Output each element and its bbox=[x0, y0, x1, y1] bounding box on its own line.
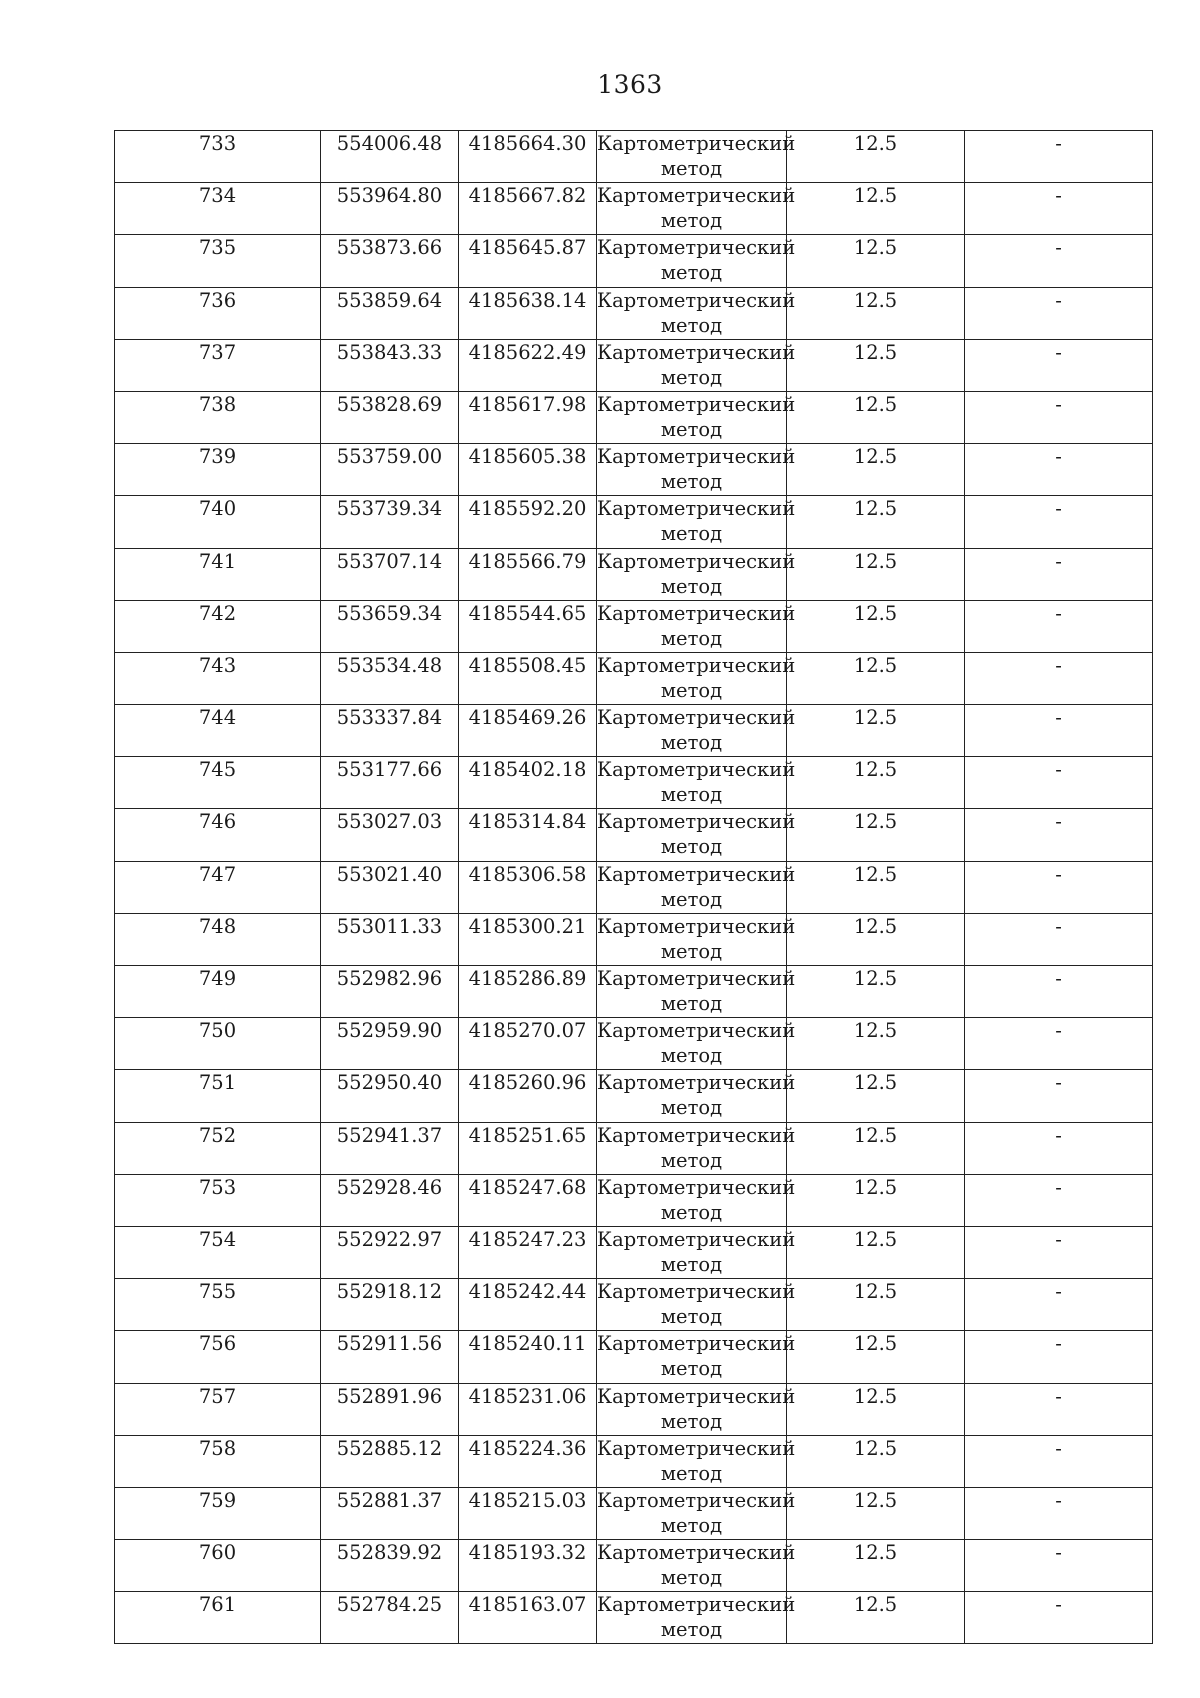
method-cell: Картометрический метод bbox=[597, 1487, 787, 1539]
method-cell: Картометрический метод bbox=[597, 1070, 787, 1122]
y-coordinate-cell: 4185300.21 bbox=[459, 913, 597, 965]
x-coordinate-cell: 552881.37 bbox=[321, 1487, 459, 1539]
description-cell: - bbox=[965, 652, 1153, 704]
table-row bbox=[115, 1592, 1153, 1644]
x-coordinate-cell: 552959.90 bbox=[321, 1018, 459, 1070]
point-number-cell: 741 bbox=[115, 548, 321, 600]
y-coordinate-cell: 4185314.84 bbox=[459, 809, 597, 861]
x-coordinate-cell: 552911.56 bbox=[321, 1331, 459, 1383]
accuracy-cell: 12.5 bbox=[787, 861, 965, 913]
method-cell: Картометрический метод bbox=[597, 1226, 787, 1278]
method-cell: Картометрический метод bbox=[597, 1540, 787, 1592]
description-cell: - bbox=[965, 1070, 1153, 1122]
x-coordinate-cell: 552950.40 bbox=[321, 1070, 459, 1122]
method-cell: Картометрический метод bbox=[597, 600, 787, 652]
y-coordinate-cell: 4185508.45 bbox=[459, 652, 597, 704]
table-row bbox=[115, 1279, 1153, 1331]
x-coordinate-cell: 554006.48 bbox=[321, 131, 459, 183]
y-coordinate-cell: 4185664.30 bbox=[459, 131, 597, 183]
accuracy-cell: 12.5 bbox=[787, 809, 965, 861]
point-number-cell: 754 bbox=[115, 1226, 321, 1278]
description-cell: - bbox=[965, 913, 1153, 965]
method-cell: Картометрический метод bbox=[597, 652, 787, 704]
table-row bbox=[115, 600, 1153, 652]
coordinates-table bbox=[114, 130, 1153, 1644]
y-coordinate-cell: 4185260.96 bbox=[459, 1070, 597, 1122]
accuracy-cell: 12.5 bbox=[787, 1540, 965, 1592]
table-row bbox=[115, 1070, 1153, 1122]
point-number-cell: 753 bbox=[115, 1174, 321, 1226]
x-coordinate-cell: 553707.14 bbox=[321, 548, 459, 600]
accuracy-cell: 12.5 bbox=[787, 1487, 965, 1539]
page-number: 1363 bbox=[597, 70, 663, 99]
x-coordinate-cell: 552784.25 bbox=[321, 1592, 459, 1644]
description-cell: - bbox=[965, 444, 1153, 496]
method-cell: Картометрический метод bbox=[597, 966, 787, 1018]
accuracy-cell: 12.5 bbox=[787, 1122, 965, 1174]
y-coordinate-cell: 4185270.07 bbox=[459, 1018, 597, 1070]
x-coordinate-cell: 552982.96 bbox=[321, 966, 459, 1018]
accuracy-cell: 12.5 bbox=[787, 235, 965, 287]
y-coordinate-cell: 4185215.03 bbox=[459, 1487, 597, 1539]
description-cell: - bbox=[965, 1122, 1153, 1174]
x-coordinate-cell: 552928.46 bbox=[321, 1174, 459, 1226]
y-coordinate-cell: 4185240.11 bbox=[459, 1331, 597, 1383]
method-cell: Картометрический метод bbox=[597, 131, 787, 183]
point-number-cell: 736 bbox=[115, 287, 321, 339]
point-number-cell: 735 bbox=[115, 235, 321, 287]
point-number-cell: 752 bbox=[115, 1122, 321, 1174]
accuracy-cell: 12.5 bbox=[787, 600, 965, 652]
point-number-cell: 748 bbox=[115, 913, 321, 965]
x-coordinate-cell: 553011.33 bbox=[321, 913, 459, 965]
accuracy-cell: 12.5 bbox=[787, 444, 965, 496]
y-coordinate-cell: 4185231.06 bbox=[459, 1383, 597, 1435]
y-coordinate-cell: 4185193.32 bbox=[459, 1540, 597, 1592]
accuracy-cell: 12.5 bbox=[787, 1174, 965, 1226]
x-coordinate-cell: 552885.12 bbox=[321, 1435, 459, 1487]
method-cell: Картометрический метод bbox=[597, 339, 787, 391]
description-cell: - bbox=[965, 1174, 1153, 1226]
point-number-cell: 747 bbox=[115, 861, 321, 913]
y-coordinate-cell: 4185247.23 bbox=[459, 1226, 597, 1278]
method-cell: Картометрический метод bbox=[597, 548, 787, 600]
y-coordinate-cell: 4185242.44 bbox=[459, 1279, 597, 1331]
method-cell: Картометрический метод bbox=[597, 1331, 787, 1383]
y-coordinate-cell: 4185224.36 bbox=[459, 1435, 597, 1487]
y-coordinate-cell: 4185402.18 bbox=[459, 757, 597, 809]
description-cell: - bbox=[965, 287, 1153, 339]
y-coordinate-cell: 4185544.65 bbox=[459, 600, 597, 652]
x-coordinate-cell: 553337.84 bbox=[321, 705, 459, 757]
method-cell: Картометрический метод bbox=[597, 757, 787, 809]
table-row bbox=[115, 1435, 1153, 1487]
point-number-cell: 757 bbox=[115, 1383, 321, 1435]
table-row bbox=[115, 1122, 1153, 1174]
x-coordinate-cell: 552922.97 bbox=[321, 1226, 459, 1278]
table-row bbox=[115, 183, 1153, 235]
point-number-cell: 743 bbox=[115, 652, 321, 704]
point-number-cell: 745 bbox=[115, 757, 321, 809]
description-cell: - bbox=[965, 705, 1153, 757]
description-cell: - bbox=[965, 600, 1153, 652]
y-coordinate-cell: 4185605.38 bbox=[459, 444, 597, 496]
table-row bbox=[115, 339, 1153, 391]
accuracy-cell: 12.5 bbox=[787, 183, 965, 235]
point-number-cell: 751 bbox=[115, 1070, 321, 1122]
method-cell: Картометрический метод bbox=[597, 1174, 787, 1226]
method-cell: Картометрический метод bbox=[597, 183, 787, 235]
table-row bbox=[115, 757, 1153, 809]
point-number-cell: 758 bbox=[115, 1435, 321, 1487]
x-coordinate-cell: 553759.00 bbox=[321, 444, 459, 496]
x-coordinate-cell: 553873.66 bbox=[321, 235, 459, 287]
description-cell: - bbox=[965, 496, 1153, 548]
table-row bbox=[115, 1174, 1153, 1226]
x-coordinate-cell: 553964.80 bbox=[321, 183, 459, 235]
y-coordinate-cell: 4185617.98 bbox=[459, 391, 597, 443]
table-row bbox=[115, 235, 1153, 287]
description-cell: - bbox=[965, 548, 1153, 600]
method-cell: Картометрический метод bbox=[597, 1279, 787, 1331]
table-row bbox=[115, 861, 1153, 913]
point-number-cell: 742 bbox=[115, 600, 321, 652]
accuracy-cell: 12.5 bbox=[787, 913, 965, 965]
table-row bbox=[115, 444, 1153, 496]
description-cell: - bbox=[965, 1279, 1153, 1331]
point-number-cell: 755 bbox=[115, 1279, 321, 1331]
y-coordinate-cell: 4185469.26 bbox=[459, 705, 597, 757]
table-row bbox=[115, 496, 1153, 548]
accuracy-cell: 12.5 bbox=[787, 496, 965, 548]
table-row bbox=[115, 1226, 1153, 1278]
point-number-cell: 746 bbox=[115, 809, 321, 861]
y-coordinate-cell: 4185592.20 bbox=[459, 496, 597, 548]
description-cell: - bbox=[965, 1592, 1153, 1644]
y-coordinate-cell: 4185286.89 bbox=[459, 966, 597, 1018]
accuracy-cell: 12.5 bbox=[787, 339, 965, 391]
table-row bbox=[115, 1383, 1153, 1435]
x-coordinate-cell: 552918.12 bbox=[321, 1279, 459, 1331]
method-cell: Картометрический метод bbox=[597, 1592, 787, 1644]
point-number-cell: 744 bbox=[115, 705, 321, 757]
description-cell: - bbox=[965, 391, 1153, 443]
method-cell: Картометрический метод bbox=[597, 1018, 787, 1070]
table-row bbox=[115, 287, 1153, 339]
method-cell: Картометрический метод bbox=[597, 913, 787, 965]
point-number-cell: 749 bbox=[115, 966, 321, 1018]
method-cell: Картометрический метод bbox=[597, 235, 787, 287]
method-cell: Картометрический метод bbox=[597, 1383, 787, 1435]
description-cell: - bbox=[965, 131, 1153, 183]
x-coordinate-cell: 552891.96 bbox=[321, 1383, 459, 1435]
point-number-cell: 734 bbox=[115, 183, 321, 235]
description-cell: - bbox=[965, 1331, 1153, 1383]
accuracy-cell: 12.5 bbox=[787, 966, 965, 1018]
method-cell: Картометрический метод bbox=[597, 705, 787, 757]
accuracy-cell: 12.5 bbox=[787, 131, 965, 183]
x-coordinate-cell: 553534.48 bbox=[321, 652, 459, 704]
y-coordinate-cell: 4185566.79 bbox=[459, 548, 597, 600]
point-number-cell: 733 bbox=[115, 131, 321, 183]
y-coordinate-cell: 4185638.14 bbox=[459, 287, 597, 339]
description-cell: - bbox=[965, 966, 1153, 1018]
accuracy-cell: 12.5 bbox=[787, 1383, 965, 1435]
method-cell: Картометрический метод bbox=[597, 496, 787, 548]
x-coordinate-cell: 553659.34 bbox=[321, 600, 459, 652]
point-number-cell: 761 bbox=[115, 1592, 321, 1644]
accuracy-cell: 12.5 bbox=[787, 1018, 965, 1070]
accuracy-cell: 12.5 bbox=[787, 1070, 965, 1122]
coordinates-table-body bbox=[115, 131, 1153, 1644]
x-coordinate-cell: 553843.33 bbox=[321, 339, 459, 391]
accuracy-cell: 12.5 bbox=[787, 1331, 965, 1383]
x-coordinate-cell: 553739.34 bbox=[321, 496, 459, 548]
point-number-cell: 760 bbox=[115, 1540, 321, 1592]
description-cell: - bbox=[965, 1018, 1153, 1070]
description-cell: - bbox=[965, 861, 1153, 913]
accuracy-cell: 12.5 bbox=[787, 1226, 965, 1278]
description-cell: - bbox=[965, 757, 1153, 809]
point-number-cell: 739 bbox=[115, 444, 321, 496]
method-cell: Картометрический метод bbox=[597, 287, 787, 339]
y-coordinate-cell: 4185667.82 bbox=[459, 183, 597, 235]
method-cell: Картометрический метод bbox=[597, 861, 787, 913]
table-row bbox=[115, 652, 1153, 704]
x-coordinate-cell: 553021.40 bbox=[321, 861, 459, 913]
description-cell: - bbox=[965, 1435, 1153, 1487]
description-cell: - bbox=[965, 235, 1153, 287]
table-row bbox=[115, 913, 1153, 965]
accuracy-cell: 12.5 bbox=[787, 391, 965, 443]
accuracy-cell: 12.5 bbox=[787, 1592, 965, 1644]
description-cell: - bbox=[965, 1540, 1153, 1592]
table-row bbox=[115, 1487, 1153, 1539]
x-coordinate-cell: 553027.03 bbox=[321, 809, 459, 861]
method-cell: Картометрический метод bbox=[597, 809, 787, 861]
y-coordinate-cell: 4185306.58 bbox=[459, 861, 597, 913]
point-number-cell: 759 bbox=[115, 1487, 321, 1539]
table-row bbox=[115, 809, 1153, 861]
accuracy-cell: 12.5 bbox=[787, 652, 965, 704]
description-cell: - bbox=[965, 339, 1153, 391]
method-cell: Картометрический метод bbox=[597, 1435, 787, 1487]
x-coordinate-cell: 553828.69 bbox=[321, 391, 459, 443]
accuracy-cell: 12.5 bbox=[787, 548, 965, 600]
description-cell: - bbox=[965, 183, 1153, 235]
x-coordinate-cell: 552941.37 bbox=[321, 1122, 459, 1174]
point-number-cell: 740 bbox=[115, 496, 321, 548]
accuracy-cell: 12.5 bbox=[787, 705, 965, 757]
accuracy-cell: 12.5 bbox=[787, 1279, 965, 1331]
x-coordinate-cell: 552839.92 bbox=[321, 1540, 459, 1592]
method-cell: Картометрический метод bbox=[597, 444, 787, 496]
table-row bbox=[115, 391, 1153, 443]
table-row bbox=[115, 1331, 1153, 1383]
table-row bbox=[115, 966, 1153, 1018]
accuracy-cell: 12.5 bbox=[787, 1435, 965, 1487]
method-cell: Картометрический метод bbox=[597, 391, 787, 443]
y-coordinate-cell: 4185163.07 bbox=[459, 1592, 597, 1644]
table-row bbox=[115, 1540, 1153, 1592]
method-cell: Картометрический метод bbox=[597, 1122, 787, 1174]
x-coordinate-cell: 553177.66 bbox=[321, 757, 459, 809]
table-row bbox=[115, 131, 1153, 183]
table-row bbox=[115, 548, 1153, 600]
description-cell: - bbox=[965, 809, 1153, 861]
description-cell: - bbox=[965, 1226, 1153, 1278]
point-number-cell: 750 bbox=[115, 1018, 321, 1070]
y-coordinate-cell: 4185622.49 bbox=[459, 339, 597, 391]
table-row bbox=[115, 705, 1153, 757]
point-number-cell: 738 bbox=[115, 391, 321, 443]
y-coordinate-cell: 4185645.87 bbox=[459, 235, 597, 287]
y-coordinate-cell: 4185247.68 bbox=[459, 1174, 597, 1226]
accuracy-cell: 12.5 bbox=[787, 287, 965, 339]
y-coordinate-cell: 4185251.65 bbox=[459, 1122, 597, 1174]
description-cell: - bbox=[965, 1487, 1153, 1539]
description-cell: - bbox=[965, 1383, 1153, 1435]
point-number-cell: 737 bbox=[115, 339, 321, 391]
table-row bbox=[115, 1018, 1153, 1070]
point-number-cell: 756 bbox=[115, 1331, 321, 1383]
x-coordinate-cell: 553859.64 bbox=[321, 287, 459, 339]
accuracy-cell: 12.5 bbox=[787, 757, 965, 809]
